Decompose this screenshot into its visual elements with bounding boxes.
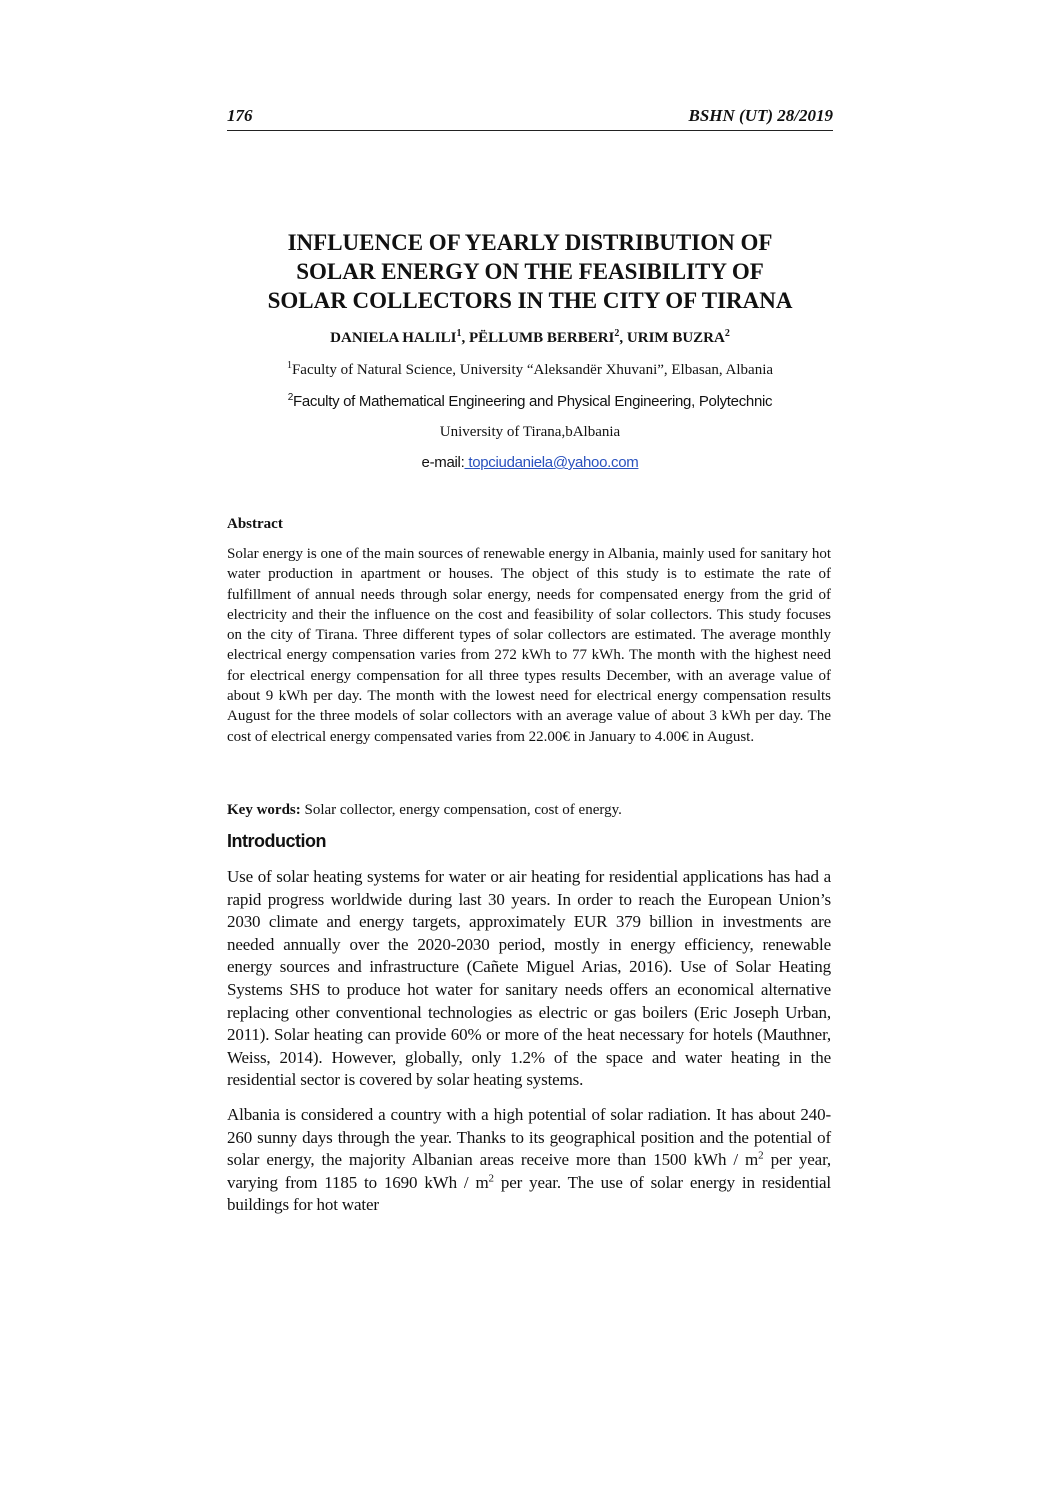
author-name: PËLLUMB BERBERI <box>468 330 615 346</box>
keywords-text: Solar collector, energy compensation, cost of energy. <box>300 802 622 818</box>
paragraph-text: Albania is considered a country with a high potential of solar radiation. It has about 240-260 sunny days through the year. Thanks to its geographical position and the potential of solar energy, the majority Albanian areas receive more than 1500 kWh / m <box>227 1104 831 1170</box>
affiliation-2-continued: University of Tirana,bAlbania <box>439 424 621 440</box>
page-number: 176 <box>227 106 253 125</box>
email-link[interactable]: topciudaniela@yahoo.com <box>464 454 639 471</box>
introduction-paragraph-1: Use of solar heating systems for water or air heating for residential applications has had a rapid progress worldwide during last 30 years. In order to reach the European Union’s 2030 climate and energy targets, approximately EUR 379 billion in investments are needed annually over the 2020-2030 period, mostly in energy efficiency, renewable energy sources and infrastructure (Cañete Miguel Arias, 2016). Use of Solar Heating Systems SHS to produce hot water for sanitary needs offers an economical alternative replacing other conventional technologies as electric or gas boilers (Eric Joseph Urban, 2011). Solar heating can provide 60% or more of the heat necessary for hotels (Mauthner, Weiss, 2014). However, globally, only 1.2% of the space and water heating in the residential sector is covered by solar heating systems. <box>227 867 831 1090</box>
superscript: 2 <box>758 1149 764 1162</box>
introduction-body <box>227 866 831 1229</box>
introduction-paragraph-2 <box>227 1104 831 1217</box>
keywords <box>227 802 831 819</box>
affiliation-text: Faculty of Natural Science, University “Aleksandër Xhuvani”, Elbasan, Albania <box>291 362 774 378</box>
keywords-label: Key words: <box>227 802 301 818</box>
journal-reference: BSHN (UT) 28/2019 <box>688 106 833 125</box>
author-list: DANIELA HALILI$^1$, PËLLUMB BERBERI$^2$, URIM BUZRA$^2$ <box>330 328 730 346</box>
title-line: SOLAR COLLECTORS IN THE CITY OF TIRANA <box>267 288 793 313</box>
affiliation-mark: 1 <box>286 360 292 371</box>
affiliation-text: Faculty of Mathematical Engineering and Physical Engineering, Polytechnic <box>293 393 773 410</box>
author-affiliation-mark: 2 <box>614 328 620 339</box>
abstract-heading: Abstract <box>227 516 283 532</box>
introduction-heading: Introduction <box>227 831 326 851</box>
superscript: 2 <box>488 1172 494 1185</box>
paragraph-text: per year. The use of solar energy in residential buildings for hot water <box>227 1172 831 1215</box>
running-header <box>227 106 833 131</box>
paper-title <box>180 228 880 315</box>
email-label: e-mail: <box>421 454 465 471</box>
author-affiliation-mark: 1 <box>456 328 462 339</box>
affiliation-1 <box>180 360 880 379</box>
contact-email <box>180 454 880 471</box>
affiliation-mark: 2 <box>287 392 294 403</box>
title-line: INFLUENCE OF YEARLY DISTRIBUTION OF <box>287 230 773 255</box>
author-name: DANIELA HALILI <box>330 330 457 346</box>
author-name: URIM BUZRA <box>626 330 725 346</box>
paragraph-text: per year, varying from 1185 to 1690 kWh / m <box>227 1150 832 1192</box>
author-affiliation-mark: 2 <box>724 328 730 339</box>
affiliation-2 <box>180 392 880 410</box>
abstract-text: Solar energy is one of the main sources of renewable energy in Albania, mainly used for sanitary hot water production in apartment or houses. The object of this study is to estimate the rate of fulfillment of annual needs through solar energy, needs for compensated energy from the grid of electricity and their the influence on the cost and feasibility of solar collectors. This study focuses on the city of Tirana. Three different types of solar collectors are estimated. The average monthly electrical energy compensation varies from 272 kWh to 77 kWh. The month with the highest need for electrical energy compensation for all three types results December, with an average value of about 9 kWh per day. The month with the lowest need for electrical energy compensation results August for the three models of solar collectors with an average value of about 3 kWh per day. The cost of electrical energy compensated varies from 22.00€ in January to 4.00€ in August. <box>227 546 831 745</box>
title-line: SOLAR ENERGY ON THE FEASIBILITY OF <box>296 259 764 284</box>
